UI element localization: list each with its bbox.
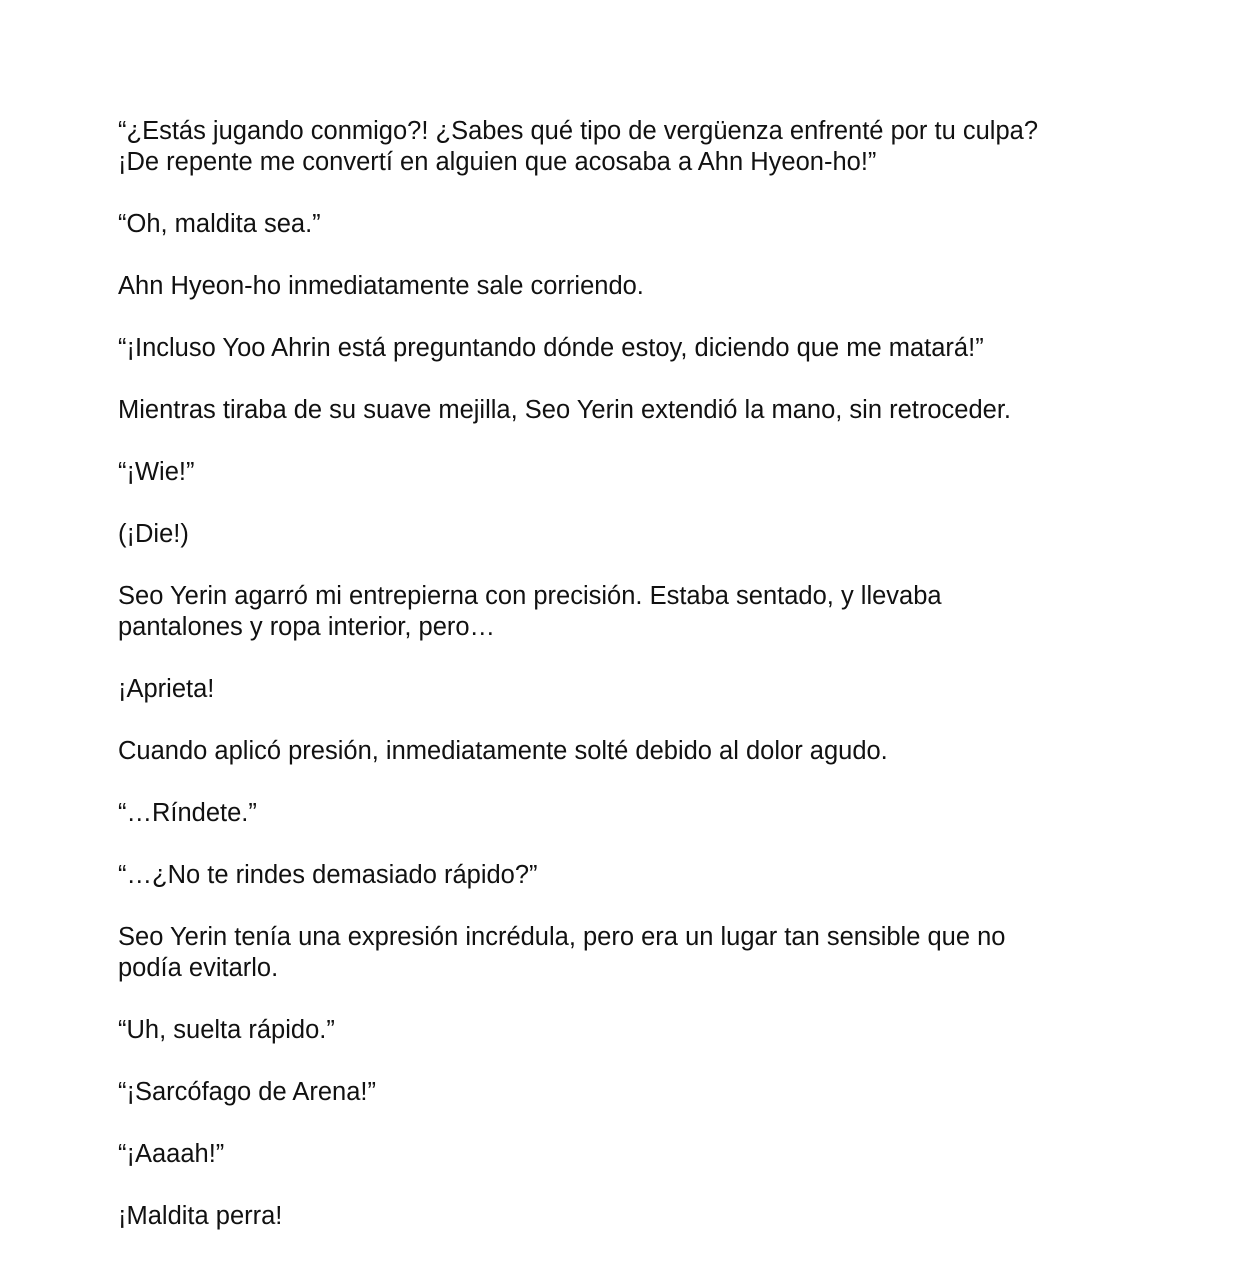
paragraph [118,209,1118,240]
text-line: (¡Die!) [118,520,189,548]
text-line: Mientras tiraba de su suave mejilla, Seo Yerin extendió la mano, sin retroceder. [118,396,1011,424]
text-line: Seo Yerin tenía una expresión incrédula, pero era un lugar tan sensible que no [118,923,1006,951]
document-page [118,116,1118,1263]
paragraph [118,333,1118,364]
text-line: ¡Aprieta! [118,675,215,703]
paragraph [118,395,1118,426]
text-line: “¡Wie!” [118,458,195,486]
text-line: Ahn Hyeon-ho inmediatamente sale corriendo. [118,272,644,300]
paragraph [118,457,1118,488]
paragraph [118,581,1118,643]
paragraph [118,736,1118,767]
paragraph [118,922,1118,984]
text-line: “¡Incluso Yoo Ahrin está preguntando dónde estoy, diciendo que me matará!” [118,334,984,362]
text-line: ¡De repente me convertí en alguien que acosaba a Ahn Hyeon-ho!” [118,148,877,176]
paragraph [118,860,1118,891]
text-line: “…¿No te rindes demasiado rápido?” [118,861,538,889]
paragraph [118,116,1118,178]
paragraph [118,1077,1118,1108]
text-line: pantalones y ropa interior, pero… [118,613,496,641]
paragraph [118,798,1118,829]
text-line: “¡Aaaah!” [118,1140,225,1168]
paragraph [118,271,1118,302]
text-line: “Uh, suelta rápido.” [118,1016,335,1044]
paragraph [118,674,1118,705]
paragraph [118,1201,1118,1232]
paragraph [118,1015,1118,1046]
text-line: podía evitarlo. [118,954,279,982]
text-line: ¡Maldita perra! [118,1202,283,1230]
text-line: “¿Estás jugando conmigo?! ¿Sabes qué tipo de vergüenza enfrenté por tu culpa? [118,117,1039,145]
text-line: Seo Yerin agarró mi entrepierna con precisión. Estaba sentado, y llevaba [118,582,942,610]
paragraph [118,519,1118,550]
paragraph [118,1139,1118,1170]
text-line: “…Ríndete.” [118,799,257,827]
text-line: Cuando aplicó presión, inmediatamente solté debido al dolor agudo. [118,737,888,765]
text-line: “Oh, maldita sea.” [118,210,321,238]
text-line: “¡Sarcófago de Arena!” [118,1078,376,1106]
